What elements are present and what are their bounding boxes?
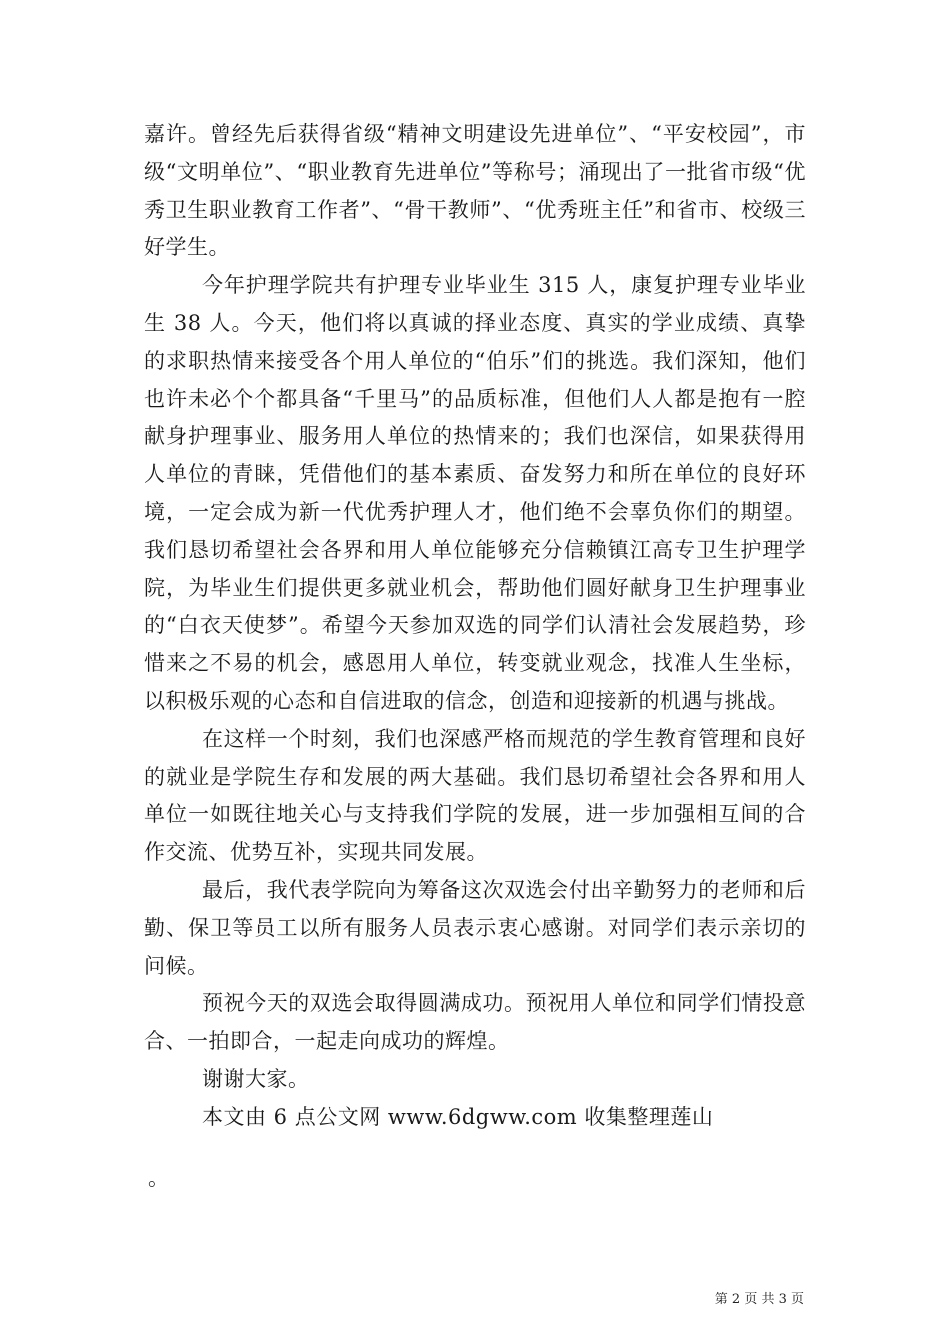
document-body <box>144 116 806 1137</box>
trailing-period: 。 <box>148 1166 169 1190</box>
paragraph-5: 预祝今天的双选会取得圆满成功。预祝用人单位和同学们情投意合、一拍即合，一起走向成功的辉煌。 <box>144 991 806 1054</box>
paragraph-7: 本文由 6 点公文网 www.6dgww.com 收集整理莲山 <box>202 1104 714 1129</box>
paragraph-2: 今年护理学院共有护理专业毕业生 315 人，康复护理专业毕业生 38 人。今天，他们将以真诚的择业态度、真实的学业成绩、真挚的求职热情来接受各个用人单位的“伯乐”们的挑选。我们深知，他们也许未必个个都具备“千里马”的品质标准，但他们人人都是抱有一腔献身护理事业、服务用人单位的热情来的；我们也深信，如果获得用人单位的青睐，凭借他们的基本素质、奋发努力和所在单位的良好环境，一定会成为新一代优秀护理人才，他们绝不会辜负你们的期望。我们恳切希望社会各界和用人单位能够充分信赖镇江高专卫生护理学院，为毕业生们提供更多就业机会，帮助他们圆好献身卫生护理事业的“白衣天使梦”。希望今天参加双选的同学们认清社会发展趋势，珍惜来之不易的机会，感恩用人单位，转变就业观念，找准人生坐标，以积极乐观的心态和自信进取的信念，创造和迎接新的机遇与挑战。 <box>144 273 806 713</box>
page-number-footer: 第 2 页 共 3 页 <box>714 1292 804 1307</box>
paragraph-6: 谢谢大家。 <box>202 1066 310 1091</box>
paragraph-1: 嘉许。曾经先后获得省级“精神文明建设先进单位”、“平安校园”，市级“文明单位”、“职业教育先进单位”等称号；涌现出了一批省市级“优秀卫生职业教育工作者”、“骨干教师”、“优秀班主任”和省市、校级三好学生。 <box>144 122 806 260</box>
paragraph-3: 在这样一个时刻，我们也深感严格而规范的学生教育管理和良好的就业是学院生存和发展的两大基础。我们恳切希望社会各界和用人单位一如既往地关心与支持我们学院的发展，进一步加强相互间的合作交流、优势互补，实现共同发展。 <box>144 726 806 865</box>
paragraph-4: 最后，我代表学院向为筹备这次双选会付出辛勤努力的老师和后勤、保卫等员工以所有服务人员表示衷心感谢。对同学们表示亲切的问候。 <box>144 877 806 978</box>
